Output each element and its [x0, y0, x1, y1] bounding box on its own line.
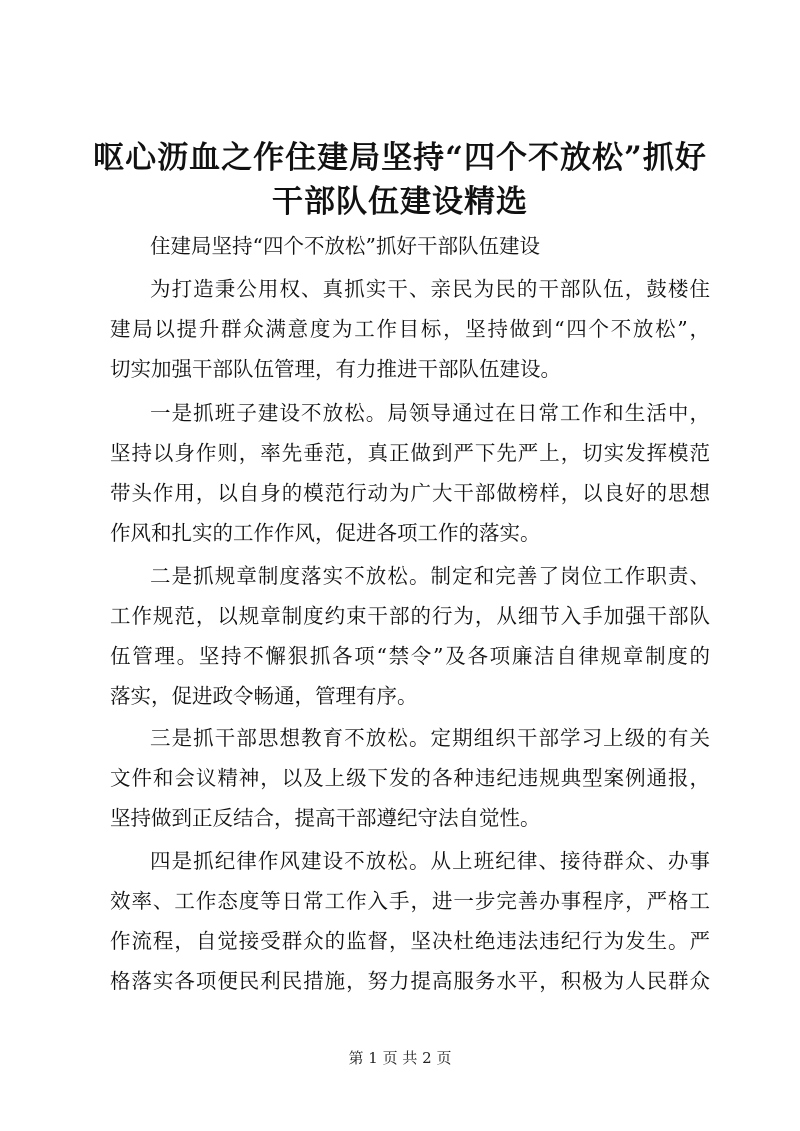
page-footer: 第 1 页 共 2 页 [348, 1049, 452, 1067]
document-title-line-1: 呕心沥血之作住建局坚持“四个不放松”抓好 [93, 140, 707, 176]
body-line: 工作规范，以规章制度约束干部的行为，从细节入手加强干部队 [110, 604, 710, 628]
body-line: 坚持做到正反结合，提高干部遵纪守法自觉性。 [110, 806, 541, 830]
body-line: 二是抓规章制度落实不放松。制定和完善了岗位工作职责、 [150, 564, 710, 588]
body-line: 落实，促进政令畅通，管理有序。 [110, 684, 418, 708]
body-line: 四是抓纪律作风建设不放松。从上班纪律、接待群众、办事 [150, 849, 710, 873]
body-line: 建局以提升群众满意度为工作目标，坚持做到“四个不放松”， [110, 317, 710, 341]
body-line: 效率、工作态度等日常工作入手，进一步完善办事程序，严格工 [110, 889, 710, 913]
body-line: 三是抓干部思想教育不放松。定期组织干部学习上级的有关 [150, 726, 710, 750]
body-line: 作风和扎实的工作作风，促进各项工作的落实。 [110, 521, 541, 545]
body-line: 作流程，自觉接受群众的监督，坚决杜绝违法违纪行为发生。严 [110, 929, 710, 953]
body-line: 一是抓班子建设不放松。局领导通过在日常工作和生活中， [150, 401, 710, 425]
subtitle-line: 住建局坚持“四个不放松”抓好干部队伍建设 [150, 234, 540, 258]
body-line: 切实加强干部队伍管理，有力推进干部队伍建设。 [110, 357, 561, 381]
body-line: 坚持以身作则，率先垂范，真正做到严下先严上，切实发挥模范 [110, 441, 710, 465]
body-line: 带头作用，以自身的模范行动为广大干部做榜样，以良好的思想 [110, 481, 710, 505]
body-line: 文件和会议精神，以及上级下发的各种违纪违规典型案例通报， [110, 766, 710, 790]
body-line: 格落实各项便民利民措施，努力提高服务水平，积极为人民群众 [110, 969, 710, 993]
body-line: 为打造秉公用权、真抓实干、亲民为民的干部队伍，鼓楼住 [150, 277, 710, 301]
document-title-line-2: 干部队伍建设精选 [272, 184, 528, 220]
body-line: 伍管理。坚持不懈狠抓各项“禁令”及各项廉洁自律规章制度的 [110, 644, 710, 668]
